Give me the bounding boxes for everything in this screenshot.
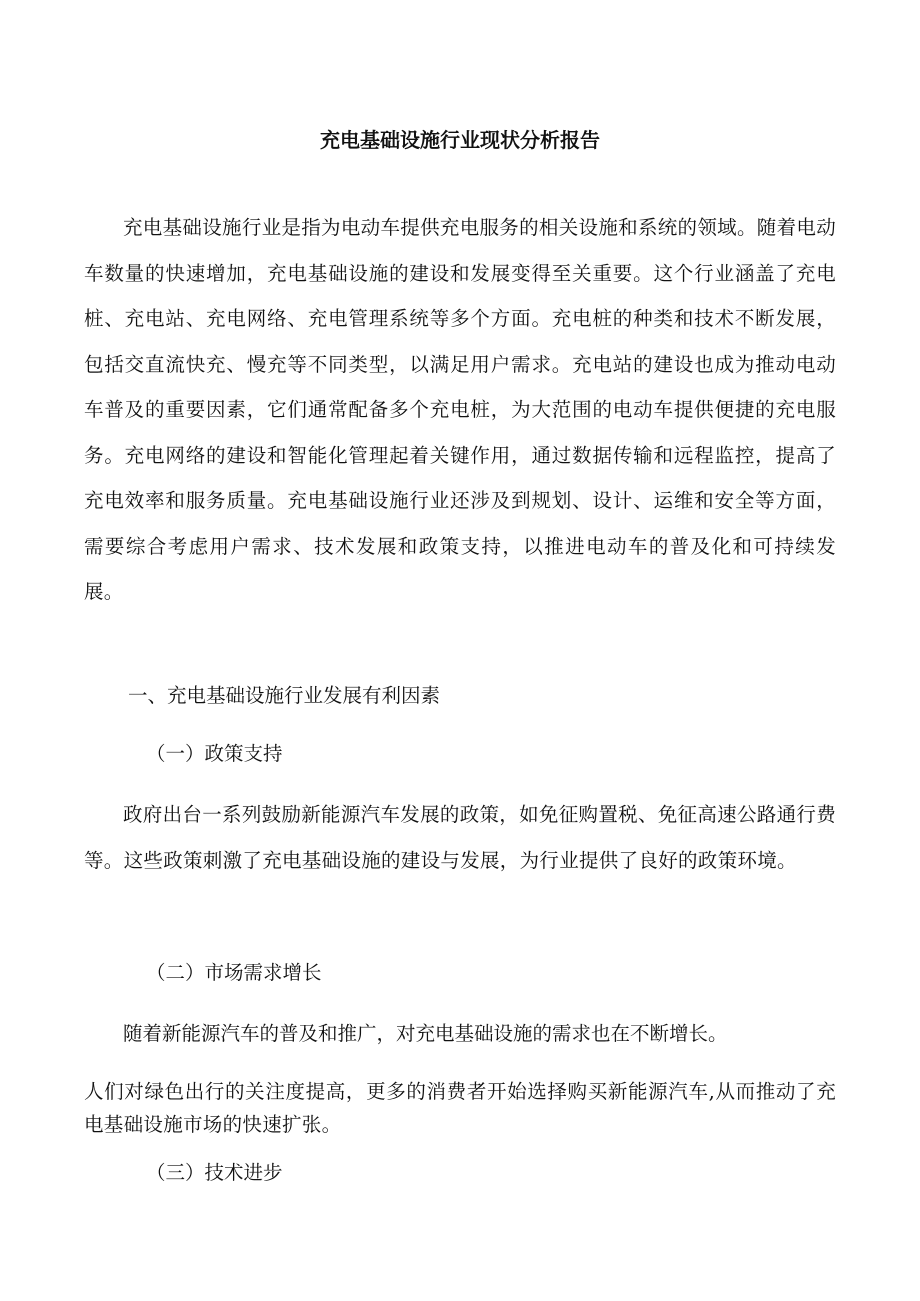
section-heading-favorable-factors: 一、充电基础设施行业发展有利因素 (128, 684, 441, 707)
intro-paragraph: 充电基础设施行业是指为电动车提供充电服务的相关设施和系统的领域。随着电动车数量的快速增加，充电基础设施的建设和发展变得至关重要。这个行业涵盖了充电桩、充电站、充电网络、充电管理系统等多个方面。充电桩的种类和技术不断发展，包括交直流快充、慢充等不同类型，以满足用户需求。充电站的建设也成为推动电动车普及的重要因素，它们通常配备多个充电桩，为大范围的电动车提供便捷的充电服务。充电网络的建设和智能化管理起着关键作用，通过数据传输和远程监控，提高了充电效率和服务质量。充电基础设施行业还涉及到规划、设计、运维和安全等方面，需要综合考虑用户需求、技术发展和政策支持，以推进电动车的普及化和可持续发展。 (84, 216, 836, 603)
subsection-heading-market-demand: （二）市场需求增长 (146, 961, 322, 984)
subsection-heading-policy-support: （一）政策支持 (146, 742, 283, 765)
document-title: 充电基础设施行业现状分析报告 (320, 128, 600, 152)
market-demand-paragraph-1: 随着新能源汽车的普及和推广，对充电基础设施的需求也在不断增长。 (123, 1022, 728, 1045)
policy-support-paragraph: 政府出台一系列鼓励新能源汽车发展的政策，如免征购置税、免征高速公路通行费等。这些政策刺激了充电基础设施的建设与发展，为行业提供了良好的政策环境。 (84, 803, 836, 872)
market-demand-paragraph-2: 人们对绿色出行的关注度提高，更多的消费者开始选择购买新能源汽车,从而推动了充电基础设施市场的快速扩张。 (84, 1080, 836, 1136)
subsection-heading-tech-progress: （三）技术进步 (146, 1161, 283, 1184)
